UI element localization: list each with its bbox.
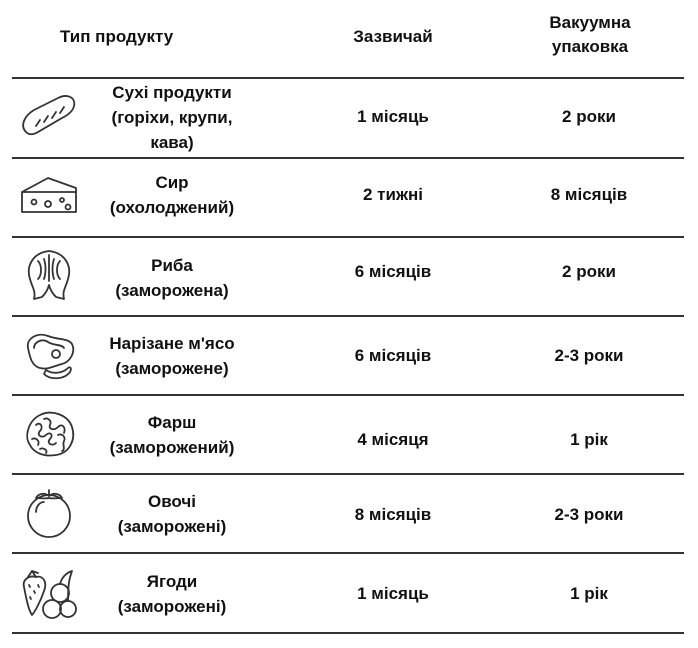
product-name-line: Фарш [147,413,197,432]
row-divider [12,552,684,554]
product-name-line: (заморожений) [109,438,235,457]
product-name-line: (охолоджений) [109,198,235,217]
row-divider [12,157,684,159]
berries-icon [16,564,82,624]
product-name [74,253,270,303]
product-name-line: (заморожені) [117,517,227,536]
product-name [74,331,270,381]
vacuum-value: 2 роки [562,262,616,281]
tomato-icon [16,483,82,543]
usual-value: 6 місяців [354,262,432,281]
vacuum-value: 1 рік [570,430,608,449]
header-vacuum [510,11,670,59]
usual-value: 1 місяць [357,107,429,126]
row-divider [12,236,684,238]
usual-value: 2 тижні [363,185,423,204]
fish-steak-icon [16,246,82,306]
usual-value: 4 місяця [357,430,429,449]
row-divider [12,394,684,396]
row-divider [12,315,684,317]
vacuum-value: 2 роки [562,107,616,126]
usual-value: 1 місяць [357,584,429,603]
vacuum-value: 2-3 роки [554,346,624,365]
product-name-line: Сухі продукти [112,83,232,102]
meat-steak-icon [16,325,82,385]
header-usual: Зазвичай [353,27,433,46]
product-name-line: (заморожена) [115,281,229,300]
header-vacuum-line1: Вакуумна [549,13,631,32]
product-name-line: Риба [151,256,193,275]
product-name [74,80,270,155]
product-name [74,489,270,539]
minced-meat-icon [16,404,82,464]
product-name [74,170,270,220]
product-name-line: Овочі [147,492,196,511]
product-name-line: Ягоди [146,572,198,591]
product-name-line: кава) [150,133,194,152]
product-name [74,569,270,619]
usual-value: 8 місяців [354,505,432,524]
cheese-icon [16,167,82,227]
product-name [74,410,270,460]
bread-icon [16,87,82,147]
vacuum-value: 8 місяців [550,185,628,204]
product-name-line: (горіхи, крупи, [111,108,233,127]
table-header [0,0,698,76]
product-name-line: (заморожені) [117,597,227,616]
row-divider [12,632,684,634]
row-divider [12,77,684,79]
vacuum-value: 1 рік [570,584,608,603]
usual-value: 6 місяців [354,346,432,365]
header-product-type: Тип продукту [60,27,174,46]
row-divider [12,473,684,475]
product-name-line: Сир [155,173,189,192]
product-name-line: Нарізане м'ясо [109,334,235,353]
product-name-line: (заморожене) [115,359,229,378]
header-vacuum-line2: упаковка [551,37,629,56]
vacuum-value: 2-3 роки [554,505,624,524]
